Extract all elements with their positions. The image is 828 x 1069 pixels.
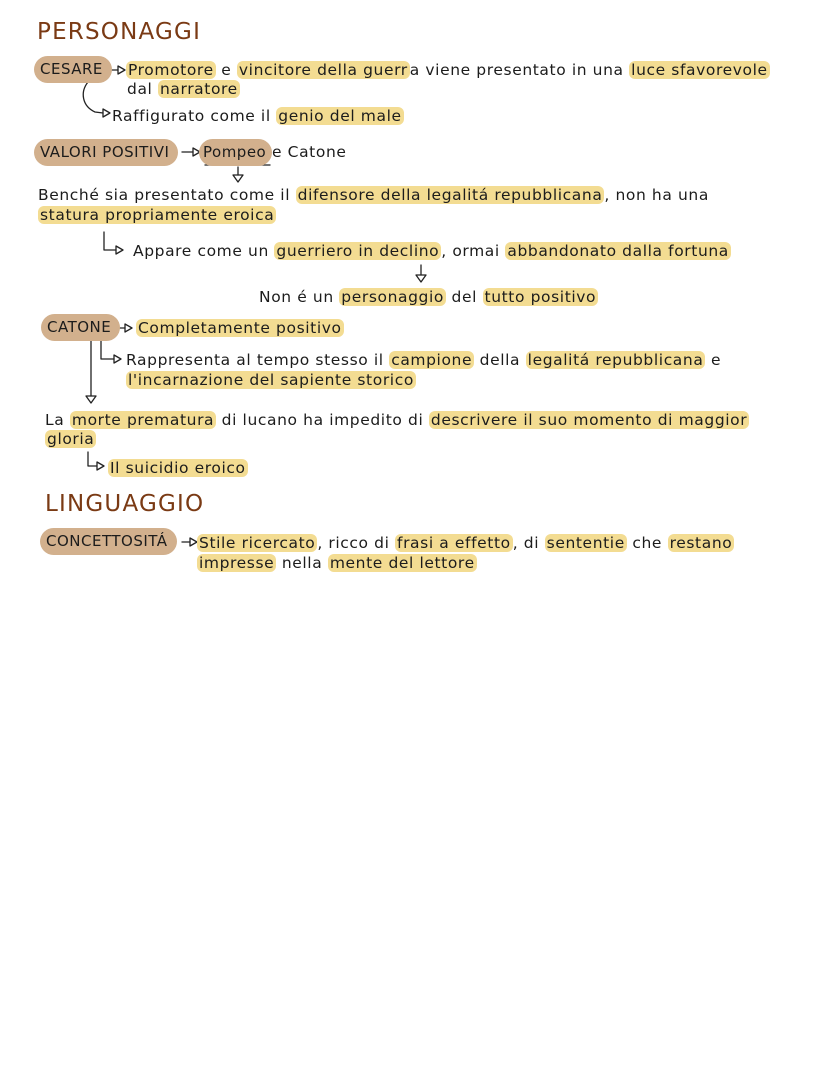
pill-concettosita: CONCETTOSITÁ (40, 528, 177, 555)
catone-morte-line-1 (45, 410, 749, 430)
highlight: Stile ricercato (199, 534, 316, 552)
section-heading-personaggi: PERSONAGGI (37, 19, 202, 45)
catone-morte-sub (108, 458, 248, 478)
text: Raffigurato come il (112, 107, 277, 125)
text: del (445, 288, 483, 306)
highlight: narratore (159, 80, 238, 98)
cesare-line-1 (126, 60, 770, 80)
highlight: personaggio (341, 288, 444, 306)
text: , ormai (441, 242, 506, 260)
text: , non ha una (604, 186, 709, 204)
catone-line-1 (136, 318, 344, 338)
ling-line-1 (197, 533, 734, 553)
pill-cesare: CESARE (34, 56, 112, 83)
highlight: Completamente positivo (138, 319, 342, 337)
text: della (474, 351, 526, 369)
highlight: l'incarnazione del sapiente storico (128, 371, 414, 389)
cesare-sub (112, 106, 404, 126)
text: a viene presentato in una (409, 61, 630, 79)
highlight: guerriero in declino (276, 242, 440, 260)
highlight: genio del male (278, 107, 402, 125)
pill-valori-positivi: VALORI POSITIVI (34, 139, 178, 166)
ling-line-2 (197, 553, 477, 573)
pompeo-conclusion (259, 287, 598, 307)
text: che (626, 534, 668, 552)
highlight: Promotore (128, 61, 214, 79)
highlight: difensore della legalitá repubblicana (297, 186, 603, 204)
highlight: Il suicidio eroico (110, 459, 246, 477)
text: Non é un (259, 288, 340, 306)
pill-pompeo: Pompeo (199, 139, 272, 166)
text: dal (127, 80, 158, 98)
highlight: sententie (546, 534, 625, 552)
text: Appare come un (133, 242, 275, 260)
highlight: campione (391, 351, 473, 369)
highlight: abbandonato dalla fortuna (507, 242, 729, 260)
highlight: legalitá repubblicana (527, 351, 704, 369)
highlight: vincitore della guerr (238, 61, 408, 79)
text: La (45, 411, 70, 429)
pompeo-line-1 (38, 185, 709, 205)
section-heading-linguaggio: LINGUAGGIO (45, 491, 205, 517)
text: di lucano ha impedito di (216, 411, 429, 429)
text: , ricco di (317, 534, 396, 552)
pompeo-sub (133, 241, 731, 261)
text: nella (276, 554, 328, 572)
catone-sub-line-1 (126, 350, 721, 370)
text: Rappresenta al tempo stesso il (126, 351, 390, 369)
pill-catone: CATONE (41, 314, 120, 341)
highlight: luce sfavorevole (631, 61, 768, 79)
cesare-line-2 (127, 79, 240, 99)
catone-sub-line-2 (126, 370, 416, 390)
text: Benché sia presentato come il (38, 186, 296, 204)
pompeo-line-2 (38, 205, 276, 225)
highlight: impresse (199, 554, 275, 572)
text: e (215, 61, 237, 79)
highlight: tutto positivo (484, 288, 597, 306)
valori-tail: e Catone (272, 143, 347, 161)
highlight: restano (669, 534, 733, 552)
text: , di (512, 534, 545, 552)
highlight: descrivere il suo momento di maggior (430, 411, 748, 429)
text: e (705, 351, 722, 369)
highlight: frasi a effetto (397, 534, 511, 552)
highlight: mente del lettore (329, 554, 475, 572)
highlight: gloria (47, 430, 95, 448)
highlight: statura propriamente eroica (40, 206, 275, 224)
highlight: morte prematura (71, 411, 215, 429)
catone-morte-line-2 (45, 429, 96, 449)
